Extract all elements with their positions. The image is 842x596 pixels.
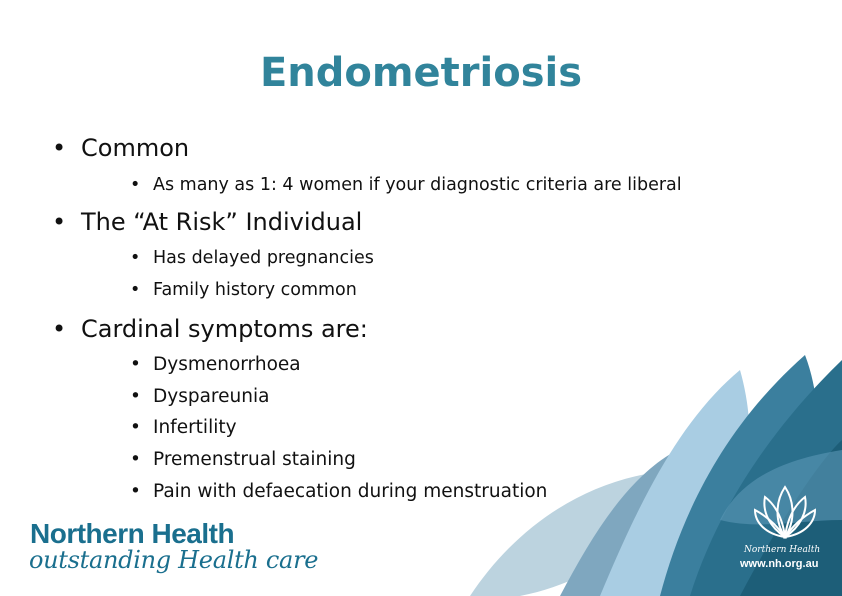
bullet-item: • Pain with defaecation during menstruation	[130, 481, 548, 502]
logo-tagline: outstanding Health care	[29, 546, 319, 574]
bullet-item: • Premenstrual staining	[130, 449, 356, 470]
bullet-item: • Dyspareunia	[130, 386, 270, 407]
slide-title: Endometriosis	[259, 50, 583, 96]
bullet-item: • Infertility	[130, 417, 237, 438]
bullet-heading-at-risk: • The “At Risk” Individual	[52, 208, 363, 236]
logo-name: Northern Health	[30, 518, 235, 549]
bullet-heading-symptoms: • Cardinal symptoms are:	[52, 315, 368, 343]
lotus-logo-icon	[750, 482, 820, 542]
bullet-heading-common: • Common	[52, 134, 190, 162]
bullet-item: • Family history common	[130, 280, 357, 300]
bullet-item: • Has delayed pregnancies	[130, 248, 374, 268]
mark-caption: Northern Health	[744, 545, 821, 555]
bullet-item: • Dysmenorrhoea	[130, 354, 301, 375]
bullet-item: • As many as 1: 4 women if your diagnostic criteria are liberal	[130, 175, 682, 195]
website-url: www.nh.org.au	[740, 558, 819, 570]
